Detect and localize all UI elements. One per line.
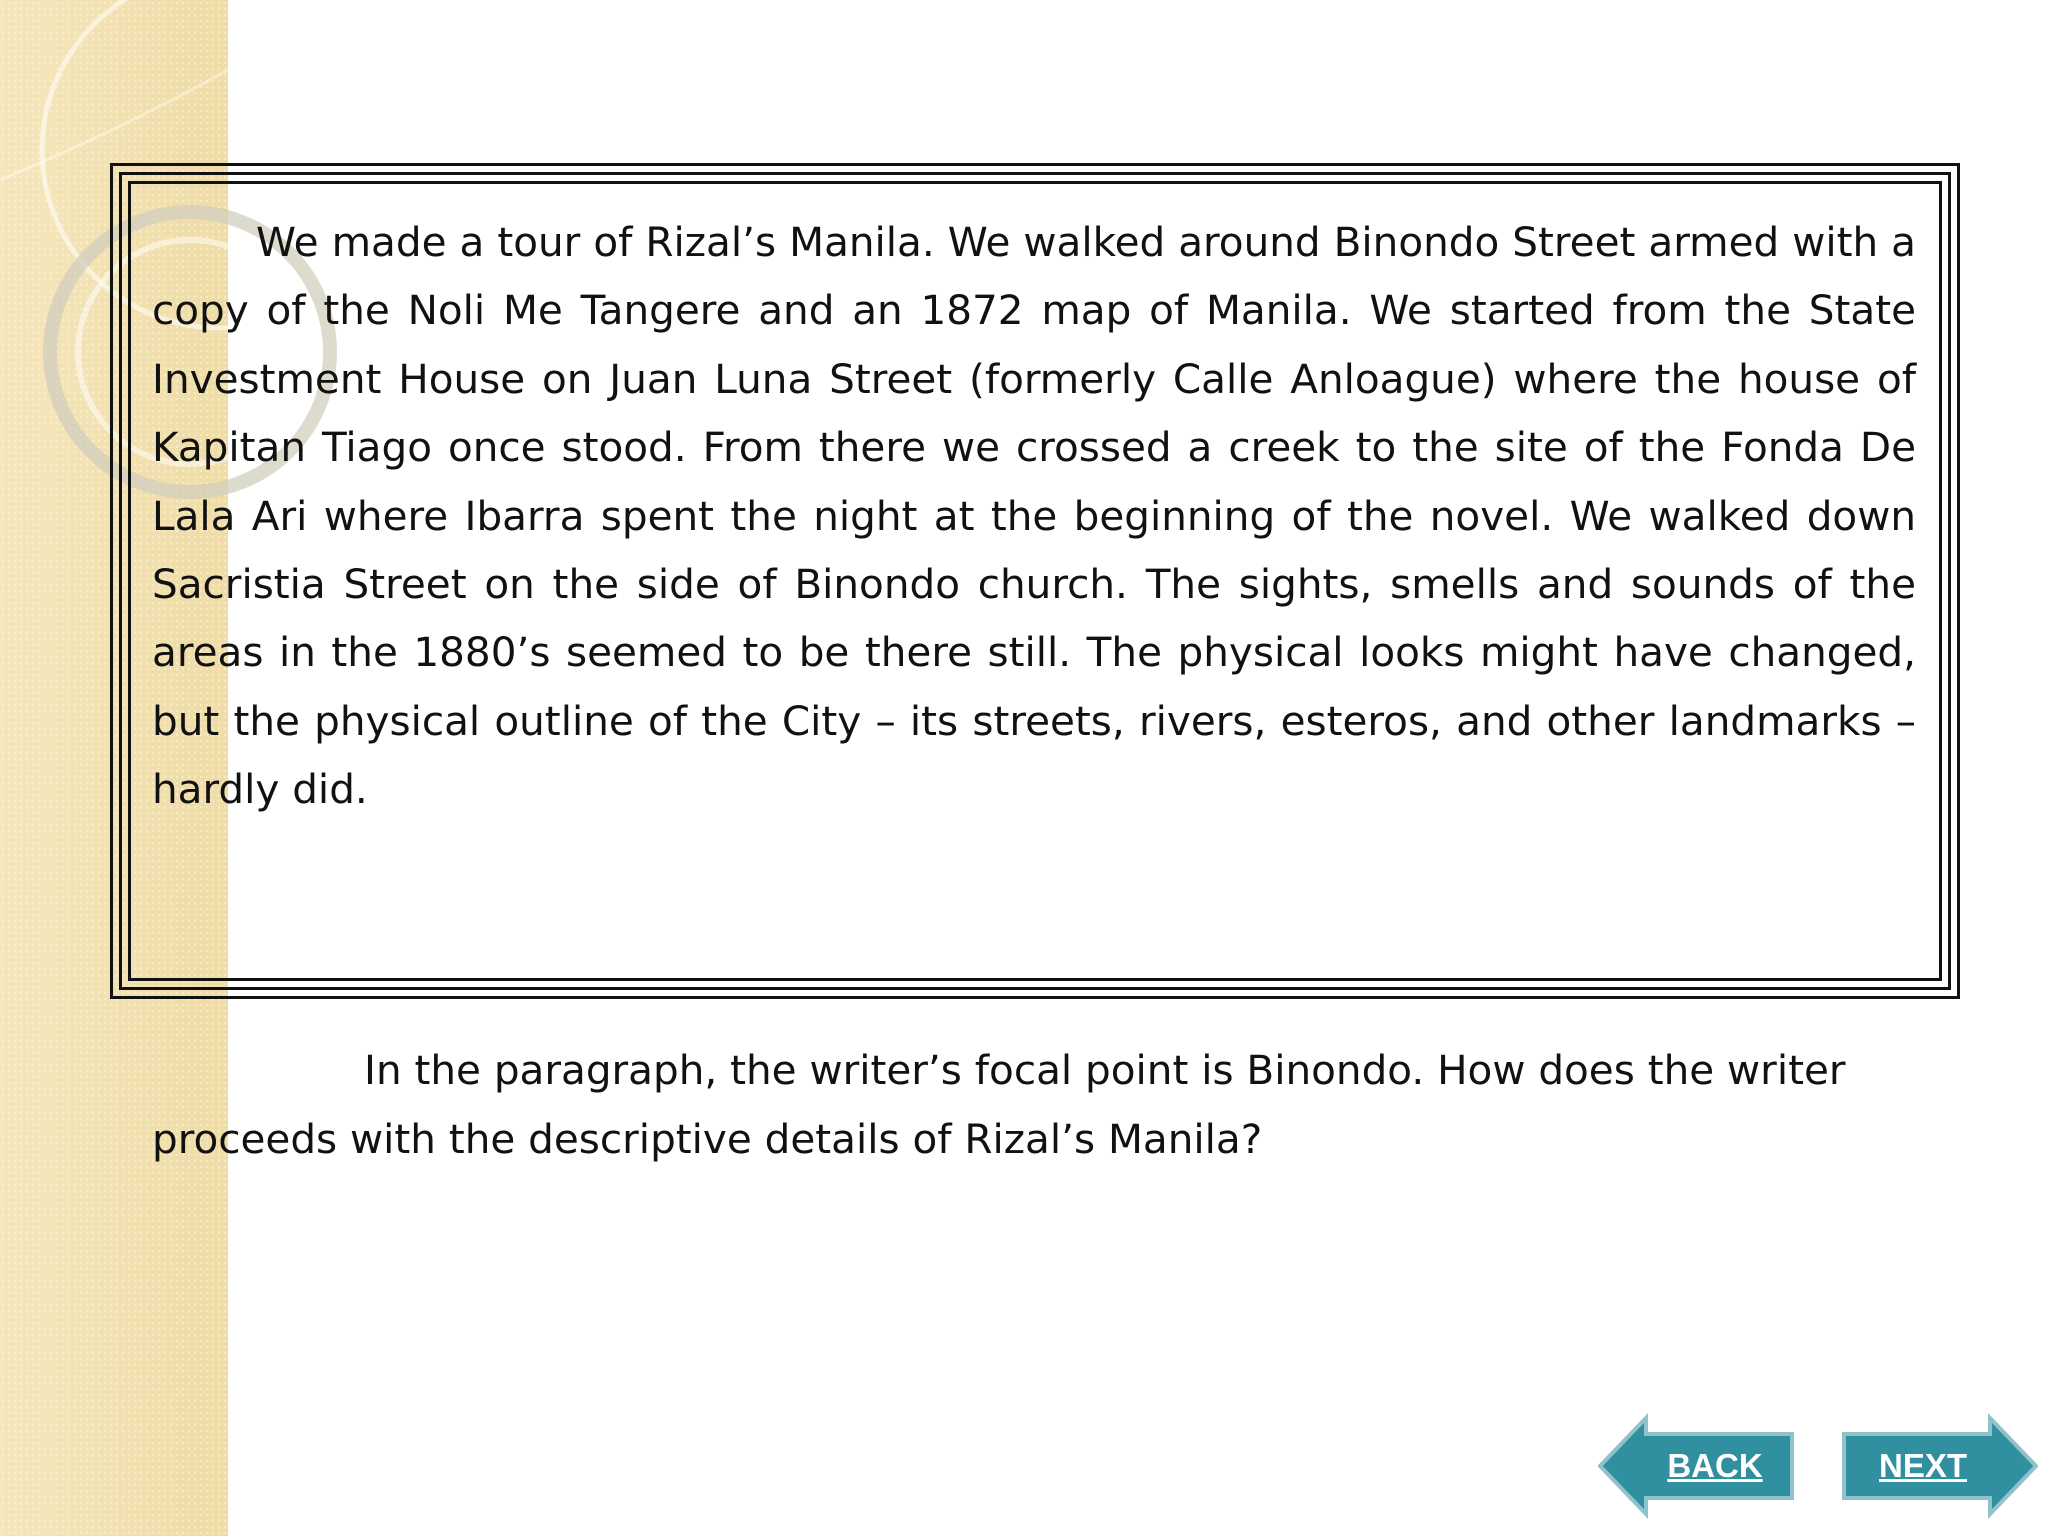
passage-text: We made a tour of Rizal’s Manila. We walked around Binondo Street armed with a copy of the Noli Me Tangere and an 1872 map of Manila. We started from the State Investment House on Juan Luna Street (formerly Calle Anloague) where the house of Kapitan Tiago once stood. From there we crossed a creek to the site of the Fonda De Lala Ari where Ibarra spent the night at the beginning of the novel. We walked down Sacristia Street on the side of Binondo church. The sights, smells and sounds of the areas in the 1880’s seemed to be there still. The physical looks might have changed, but the physical outline of the City – its streets, rivers, esteros, and other landmarks – hardly did. xyxy=(152,218,1916,814)
next-button-label: NEXT xyxy=(1878,1447,1967,1484)
back-button[interactable] xyxy=(1598,1410,1798,1522)
question-text: In the paragraph, the writer’s focal point is Binondo. How does the writer proceeds with the descriptive details of Rizal’s Manila? xyxy=(152,1046,1846,1163)
next-button[interactable] xyxy=(1838,1410,2038,1522)
back-button-label: BACK xyxy=(1667,1447,1763,1484)
